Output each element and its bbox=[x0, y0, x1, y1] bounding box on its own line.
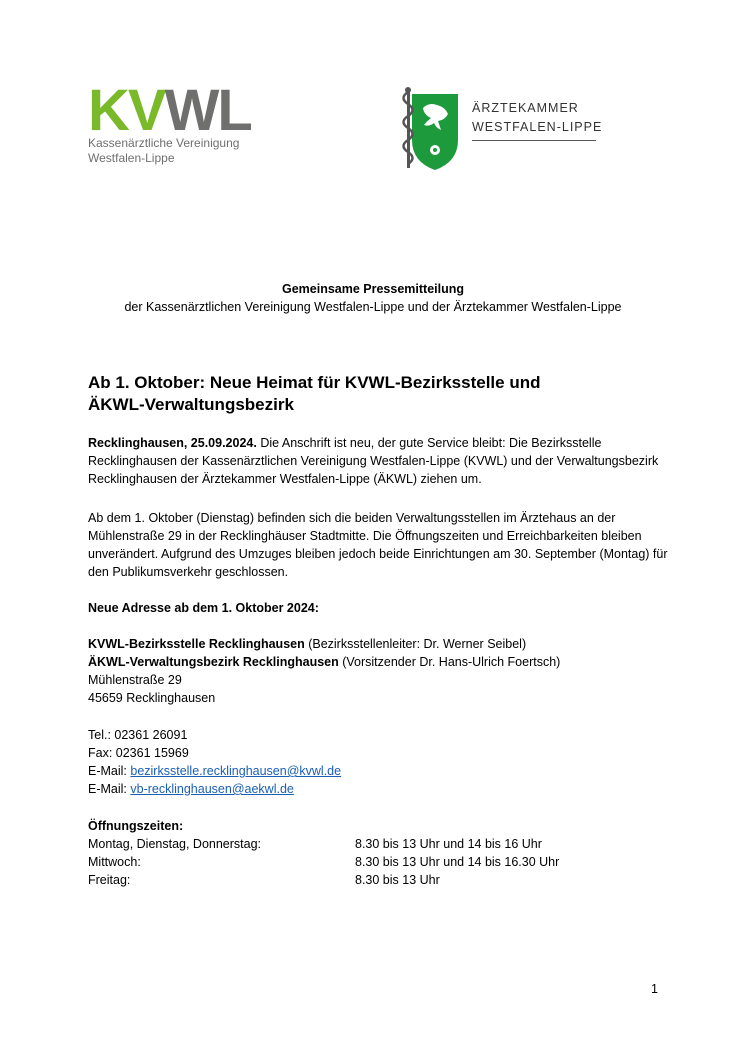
hours-time: 8.30 bis 13 Uhr und 14 bis 16.30 Uhr bbox=[355, 855, 560, 869]
hours-day: Mittwoch: bbox=[88, 855, 141, 869]
paragraph-intro-text: Die Anschrift ist neu, der gute Service bleibt: Die Bezirksstelle Recklinghausen der Kassenärztlichen Vereinigung Westfalen-Lippe (KVWL) und der Verwaltungsbezirk Recklinghausen der Ärztekammer Westfalen-Lippe (ÄKWL) ziehen um. bbox=[88, 436, 659, 486]
email-link-kvwl[interactable]: bezirksstelle.recklinghausen@kvwl.de bbox=[130, 764, 342, 778]
contact-email-aekwl: E-Mail: vb-recklinghausen@aekwl.de bbox=[88, 782, 294, 796]
address-kvwl-line: KVWL-Bezirksstelle Recklinghausen (Bezirksstellenleiter: Dr. Werner Seibel) bbox=[88, 637, 527, 651]
address-city: 45659 Recklinghausen bbox=[88, 691, 216, 705]
press-release-title: Gemeinsame Pressemitteilung bbox=[281, 282, 465, 296]
contact-email-kvwl: E-Mail: bezirksstelle.recklinghausen@kvwl.de bbox=[88, 764, 342, 778]
aekwl-logo bbox=[398, 86, 603, 176]
page-number: 1 bbox=[651, 982, 658, 996]
aekwl-logo-line-2: WESTFALEN-LIPPE bbox=[472, 120, 603, 134]
kvwl-logo-letters: KVWL bbox=[88, 78, 251, 143]
hours-day: Freitag: bbox=[88, 873, 131, 887]
aekwl-shield-icon bbox=[398, 86, 462, 172]
hours-heading: Öffnungszeiten: bbox=[88, 819, 184, 833]
aekwl-logo-text bbox=[472, 99, 602, 137]
paragraph-intro bbox=[88, 434, 668, 488]
aekwl-logo-line-1: ÄRZTEKAMMER bbox=[472, 101, 579, 115]
contact-fax: Fax: 02361 15969 bbox=[88, 746, 189, 760]
hours-time: 8.30 bis 13 Uhr bbox=[355, 873, 440, 887]
headline bbox=[88, 372, 668, 416]
paragraph-move: Ab dem 1. Oktober (Dienstag) befinden sich die beiden Verwaltungsstellen im Ärztehaus an der Mühlenstraße 29 in der Recklinghäuser Stadtmitte. Die Öffnungszeiten und Erreichbarkeiten bleiben unverändert. Aufgrund des Umzuges bleiben jedoch beide Einrichtungen am 30. September (Montag) für den Publikumsverkehr geschlossen. bbox=[88, 511, 668, 579]
kvwl-logo-subline-2: Westfalen-Lippe bbox=[88, 151, 175, 165]
hours-day: Montag, Dienstag, Donnerstag: bbox=[88, 837, 262, 851]
headline-line-2: ÄKWL-Verwaltungsbezirk bbox=[88, 395, 294, 414]
kvwl-logo bbox=[88, 78, 268, 176]
address-aekwl-line: ÄKWL-Verwaltungsbezirk Recklinghausen (Vorsitzender Dr. Hans-Ulrich Foertsch) bbox=[88, 655, 561, 669]
aekwl-logo-rule bbox=[472, 140, 596, 141]
headline-line-1: Ab 1. Oktober: Neue Heimat für KVWL-Bezirksstelle und bbox=[88, 373, 541, 392]
address-heading: Neue Adresse ab dem 1. Oktober 2024: bbox=[88, 601, 319, 615]
kvwl-logo-subline-1: Kassenärztliche Vereinigung bbox=[88, 136, 240, 150]
hours-time: 8.30 bis 13 Uhr und 14 bis 16 Uhr bbox=[355, 837, 542, 851]
address-street: Mühlenstraße 29 bbox=[88, 673, 182, 687]
contact-tel: Tel.: 02361 26091 bbox=[88, 728, 188, 742]
email-link-aekwl[interactable]: vb-recklinghausen@aekwl.de bbox=[130, 782, 294, 796]
paragraph-intro-lead: Recklinghausen, 25.09.2024. bbox=[88, 436, 257, 450]
press-release-subtitle: der Kassenärztlichen Vereinigung Westfalen-Lippe und der Ärztekammer Westfalen-Lippe bbox=[124, 300, 622, 314]
